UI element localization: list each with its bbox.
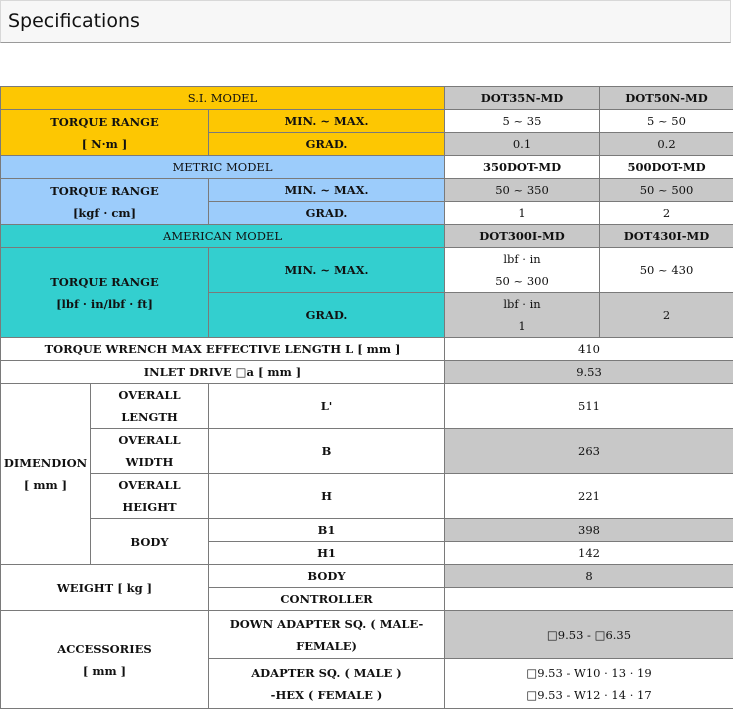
american-torque-range-label: TORQUE RANGE	[3, 271, 206, 293]
metric-minmax-a: 50 ~ 350	[445, 179, 600, 202]
table-row	[1, 225, 733, 248]
metric-model-label: METRIC MODEL	[1, 156, 445, 179]
weight-controller-label: CONTROLLER	[209, 588, 445, 611]
si-grad-a: 0.1	[445, 133, 600, 156]
metric-grad-b: 2	[600, 202, 733, 225]
dimension-label: DIMENDION	[3, 452, 88, 474]
si-torque-range-unit: [ N·m ]	[3, 133, 206, 155]
inlet-drive-value: 9.53	[445, 361, 733, 384]
accessories-cell	[1, 611, 209, 709]
accessories-unit: [ mm ]	[3, 660, 206, 682]
weight-body-label: BODY	[209, 565, 445, 588]
si-model-label: S.I. MODEL	[1, 87, 445, 110]
overall-height-label: OVERALL HEIGHT	[91, 474, 209, 519]
american-minmax-a-value: 50 ~ 300	[447, 270, 597, 292]
si-minmax-label: MIN. ~ MAX.	[209, 110, 445, 133]
overall-length-label: OVERALL LENGTH	[91, 384, 209, 429]
american-grad-label: GRAD.	[209, 293, 445, 338]
down-adapter-value: □9.53 - □6.35	[445, 611, 733, 659]
hex-label: -HEX ( FEMALE )	[211, 684, 442, 706]
metric-model-b: 500DOT-MD	[600, 156, 733, 179]
body-label: BODY	[91, 519, 209, 565]
table-row	[1, 361, 733, 384]
dimension-cell	[1, 384, 91, 565]
metric-torque-range-label: TORQUE RANGE	[3, 180, 206, 202]
metric-minmax-b: 50 ~ 500	[600, 179, 733, 202]
adapter-sq-label: ADAPTER SQ. ( MALE )	[211, 662, 442, 684]
american-model-b: DOT430I-MD	[600, 225, 733, 248]
si-torque-range-label: TORQUE RANGE	[3, 111, 206, 133]
overall-height-value: 221	[445, 474, 733, 519]
wrench-length-value: 410	[445, 338, 733, 361]
metric-model-a: 350DOT-MD	[445, 156, 600, 179]
adapter-value-cell	[445, 659, 733, 709]
overall-width-value: 263	[445, 429, 733, 474]
si-grad-label: GRAD.	[209, 133, 445, 156]
table-row	[1, 429, 733, 474]
table-row	[1, 110, 733, 133]
table-row	[1, 611, 733, 659]
weight-label: WEIGHT [ kg ]	[1, 565, 209, 611]
metric-torque-range-cell	[1, 179, 209, 225]
table-row	[1, 156, 733, 179]
american-minmax-label: MIN. ~ MAX.	[209, 248, 445, 293]
weight-controller-value	[445, 588, 733, 611]
down-adapter-label: DOWN ADAPTER SQ. ( MALE- FEMALE)	[209, 611, 445, 659]
body-b1-value: 398	[445, 519, 733, 542]
metric-torque-range-unit: [kgf · cm]	[3, 202, 206, 224]
si-model-b: DOT50N-MD	[600, 87, 733, 110]
page-header	[0, 0, 731, 43]
table-row	[1, 87, 733, 110]
metric-grad-label: GRAD.	[209, 202, 445, 225]
american-torque-range-cell	[1, 248, 209, 338]
overall-length-symbol: L'	[209, 384, 445, 429]
body-b1-symbol: B1	[209, 519, 445, 542]
hex-value: □9.53 - W12 · 14 · 17	[447, 684, 731, 706]
american-grad-a-unit: lbf · in	[447, 293, 597, 315]
american-minmax-b: 50 ~ 430	[600, 248, 733, 293]
american-model-label: AMERICAN MODEL	[1, 225, 445, 248]
adapter-sq-value: □9.53 - W10 · 13 · 19	[447, 662, 731, 684]
table-row	[1, 474, 733, 519]
american-minmax-a-unit: lbf · in	[447, 248, 597, 270]
table-row	[1, 179, 733, 202]
adapter-label-cell	[209, 659, 445, 709]
american-grad-a-value: 1	[447, 315, 597, 337]
table-row	[1, 248, 733, 293]
body-h1-value: 142	[445, 542, 733, 565]
metric-grad-a: 1	[445, 202, 600, 225]
american-model-a: DOT300I-MD	[445, 225, 600, 248]
american-grad-a-cell	[445, 293, 600, 338]
overall-width-label: OVERALL WIDTH	[91, 429, 209, 474]
american-grad-b: 2	[600, 293, 733, 338]
page-title: Specifications	[8, 10, 140, 32]
dimension-unit: [ mm ]	[3, 474, 88, 496]
table-row	[1, 519, 733, 542]
specifications-table	[0, 86, 733, 709]
table-row	[1, 565, 733, 588]
si-minmax-a: 5 ~ 35	[445, 110, 600, 133]
metric-minmax-label: MIN. ~ MAX.	[209, 179, 445, 202]
si-grad-b: 0.2	[600, 133, 733, 156]
overall-length-value: 511	[445, 384, 733, 429]
overall-width-symbol: B	[209, 429, 445, 474]
inlet-drive-label: INLET DRIVE □a [ mm ]	[1, 361, 445, 384]
wrench-length-label: TORQUE WRENCH MAX EFFECTIVE LENGTH L [ mm ]	[1, 338, 445, 361]
weight-body-value: 8	[445, 565, 733, 588]
american-minmax-a-cell	[445, 248, 600, 293]
table-row	[1, 338, 733, 361]
si-minmax-b: 5 ~ 50	[600, 110, 733, 133]
table-row	[1, 384, 733, 429]
body-h1-symbol: H1	[209, 542, 445, 565]
si-model-a: DOT35N-MD	[445, 87, 600, 110]
accessories-label: ACCESSORIES	[3, 638, 206, 660]
american-torque-range-unit: [lbf · in/lbf · ft]	[3, 293, 206, 315]
si-torque-range-cell	[1, 110, 209, 156]
overall-height-symbol: H	[209, 474, 445, 519]
